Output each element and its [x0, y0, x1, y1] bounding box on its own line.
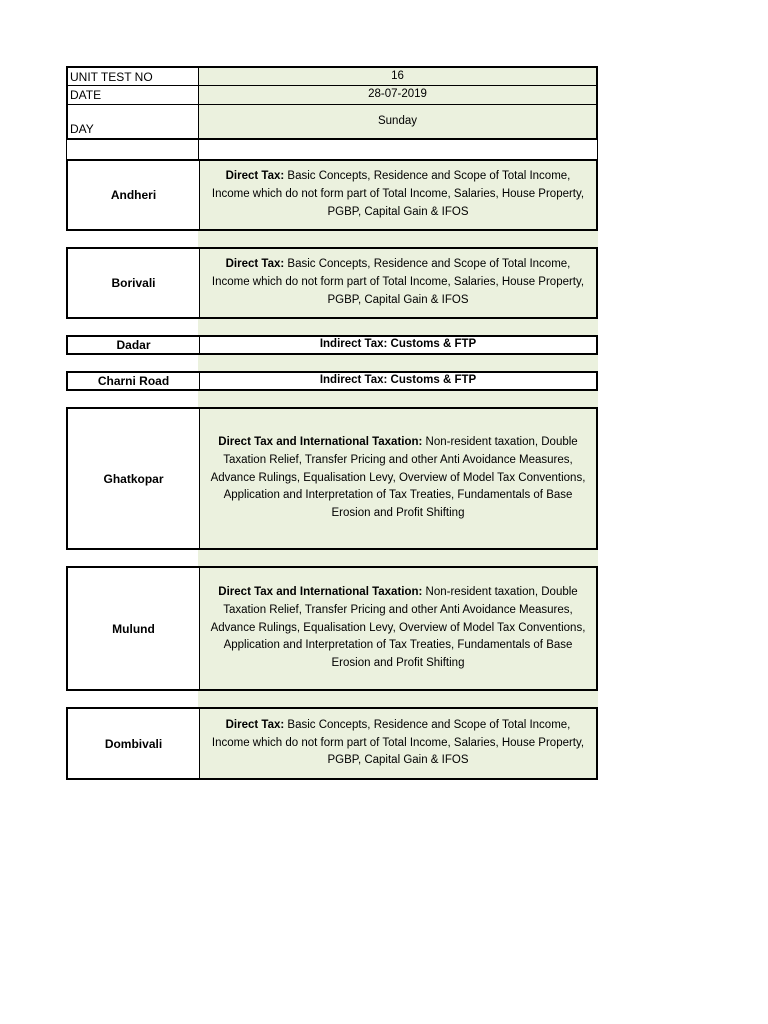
subject-text: Non-resident taxation, Double Taxation Relief, Transfer Pricing and other Anti Avoidance Measures, Advance Rulings, Equalisation Levy, Overview of Model Tax Conventions, Application and Interpretation of Tax Treaties, Fundamentals of Base Erosion and Profit Shifting — [210, 586, 586, 670]
subject-cell — [200, 568, 596, 689]
test-schedule-sheet — [66, 66, 598, 780]
location-name: Dadar — [68, 337, 200, 353]
subject-prefix: Direct Tax: — [225, 258, 285, 271]
spacer-row — [66, 691, 598, 707]
subject-prefix: Direct Tax: — [225, 718, 285, 731]
subject-cell — [200, 337, 596, 353]
day-row — [66, 105, 598, 140]
location-row-borivali — [66, 247, 598, 319]
unit-test-row — [66, 66, 598, 86]
unit-test-value: 16 — [198, 66, 598, 86]
spacer-row — [66, 550, 598, 566]
location-row-andheri — [66, 159, 598, 231]
spacer-row — [66, 231, 598, 247]
subject-cell — [200, 161, 596, 229]
date-value: 28-07-2019 — [198, 86, 598, 105]
location-row-charni-road — [66, 371, 598, 391]
spacer-row — [66, 355, 598, 371]
subject-text: Non-resident taxation, Double Taxation Relief, Transfer Pricing and other Anti Avoidance Measures, Advance Rulings, Equalisation Levy, Overview of Model Tax Conventions, Application and Interpretation of Tax Treaties, Fundamentals of Base Erosion and Profit Shifting — [210, 436, 586, 520]
date-row — [66, 86, 598, 105]
day-label: DAY — [66, 105, 198, 140]
location-row-dadar — [66, 335, 598, 355]
subject-prefix: Indirect Tax: Customs & FTP — [319, 374, 477, 387]
subject-prefix: Direct Tax and International Taxation: — [218, 586, 423, 599]
location-row-dombivali — [66, 707, 598, 780]
spacer-row — [66, 391, 598, 407]
location-name: Dombivali — [68, 709, 200, 778]
subject-text: Basic Concepts, Residence and Scope of Total Income, Income which do not form part of Total Income, Salaries, House Property, PGBP, Capital Gain & IFOS — [211, 258, 585, 306]
location-name: Ghatkopar — [68, 409, 200, 548]
subject-text: Basic Concepts, Residence and Scope of Total Income, Income which do not form part of Total Income, Salaries, House Property, PGBP, Capital Gain & IFOS — [211, 170, 585, 218]
spacer-row — [66, 319, 598, 335]
subject-cell — [200, 709, 596, 778]
location-row-ghatkopar — [66, 407, 598, 550]
subject-prefix: Indirect Tax: Customs & FTP — [319, 338, 477, 351]
subject-cell — [200, 373, 596, 389]
day-value: Sunday — [198, 105, 598, 140]
subject-cell — [200, 409, 596, 548]
location-name: Charni Road — [68, 373, 200, 389]
location-row-mulund — [66, 566, 598, 691]
subject-prefix: Direct Tax: — [225, 170, 285, 183]
unit-test-label: UNIT TEST NO — [66, 66, 198, 86]
subject-text: Basic Concepts, Residence and Scope of Total Income, Income which do not form part of Total Income, Salaries, House Property, PGBP, Capital Gain & IFOS — [211, 718, 585, 767]
location-name: Borivali — [68, 249, 200, 317]
location-name: Andheri — [68, 161, 200, 229]
subject-prefix: Direct Tax and International Taxation: — [218, 436, 423, 449]
location-name: Mulund — [68, 568, 200, 689]
spacer-row — [66, 140, 598, 159]
subject-cell — [200, 249, 596, 317]
date-label: DATE — [66, 86, 198, 105]
